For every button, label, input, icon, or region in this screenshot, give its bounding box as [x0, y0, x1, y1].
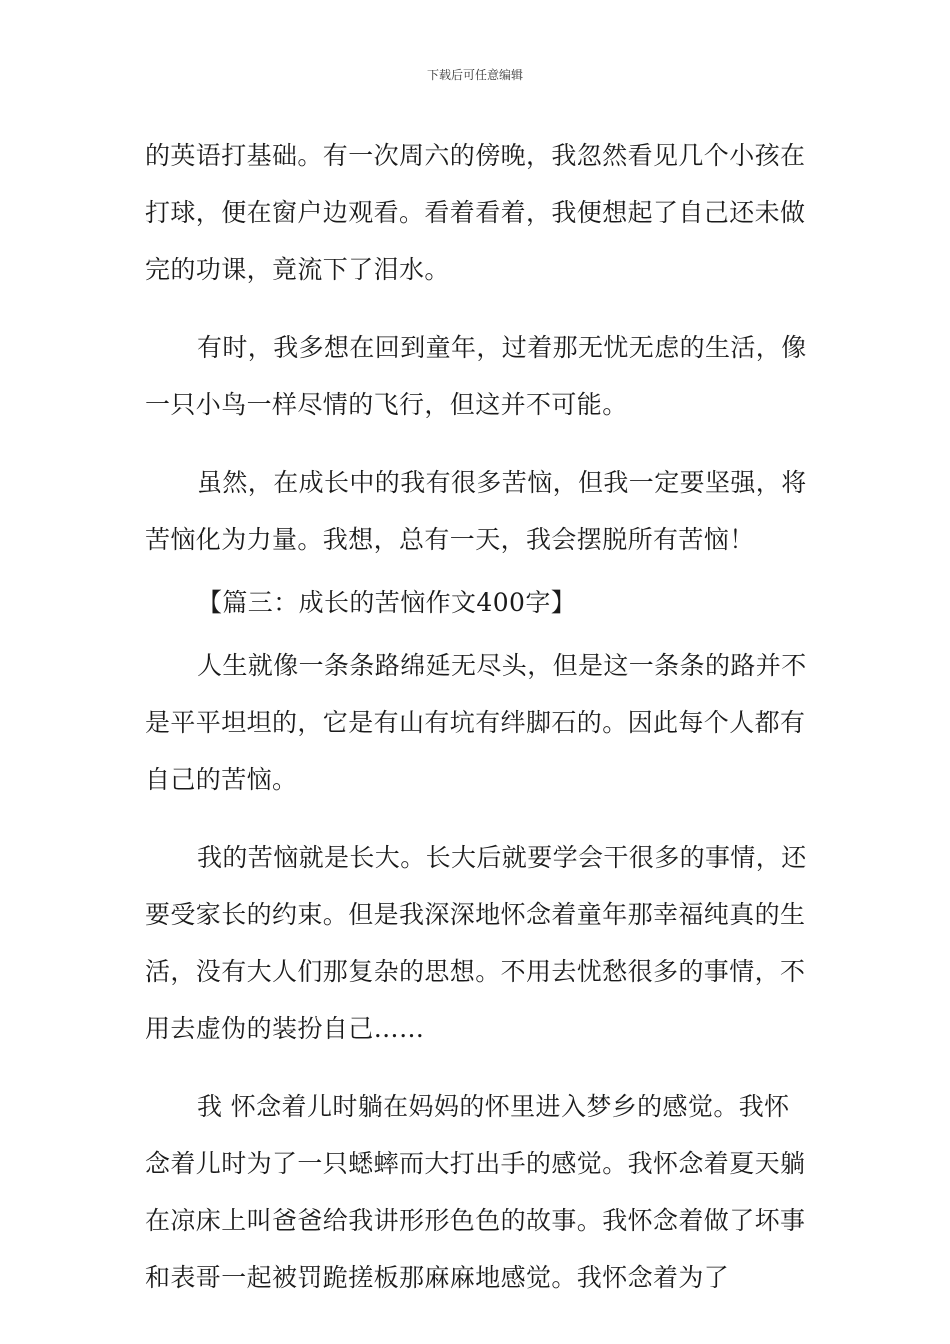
paragraph: 我 怀念着儿时躺在妈妈的怀里进入梦乡的感觉。我怀念着儿时为了一只蟋蟀而大打出手的感觉。我怀念着夏天躺在凉床上叫爸爸给我讲形形色色的故事。我怀念着做了坏事和表哥一起被罚跪搓板那麻麻地感觉。我怀念着为了 — [145, 1092, 806, 1292]
paragraph: 我的苦恼就是长大。长大后就要学会干很多的事情，还要受家长的约束。但是我深深地怀念着童年那幸福纯真的生活，没有大人们那复杂的思想。不用去忧愁很多的事情，不用去虚伪的装扮自己…… — [145, 843, 807, 1043]
paragraph-continuation: 的英语打基础。有一次周六的傍晚，我忽然看见几个小孩在打球，便在窗户边观看。看着看着，我便想起了自己还未做完的功课，竟流下了泪水。 — [145, 141, 806, 284]
page-header: 下载后可任意编辑 — [426, 68, 523, 82]
paragraph: 人生就像一条条路绵延无尽头，但是这一条条的路并不是平平坦坦的，它是有山有坑有绊脚石的。因此每个人都有自己的苦恼。 — [145, 651, 807, 794]
paragraph: 有时，我多想在回到童年，过着那无忧无虑的生活，像一只小鸟一样尽情的飞行，但这并不可能。 — [145, 333, 807, 419]
paragraph: 虽然，在成长中的我有很多苦恼，但我一定要坚强，将苦恼化为力量。我想，总有一天，我会摆脱所有苦恼！ — [145, 468, 807, 554]
document-body — [145, 127, 810, 1306]
section-heading: 【篇三：成长的苦恼作文400字】 — [197, 588, 577, 617]
